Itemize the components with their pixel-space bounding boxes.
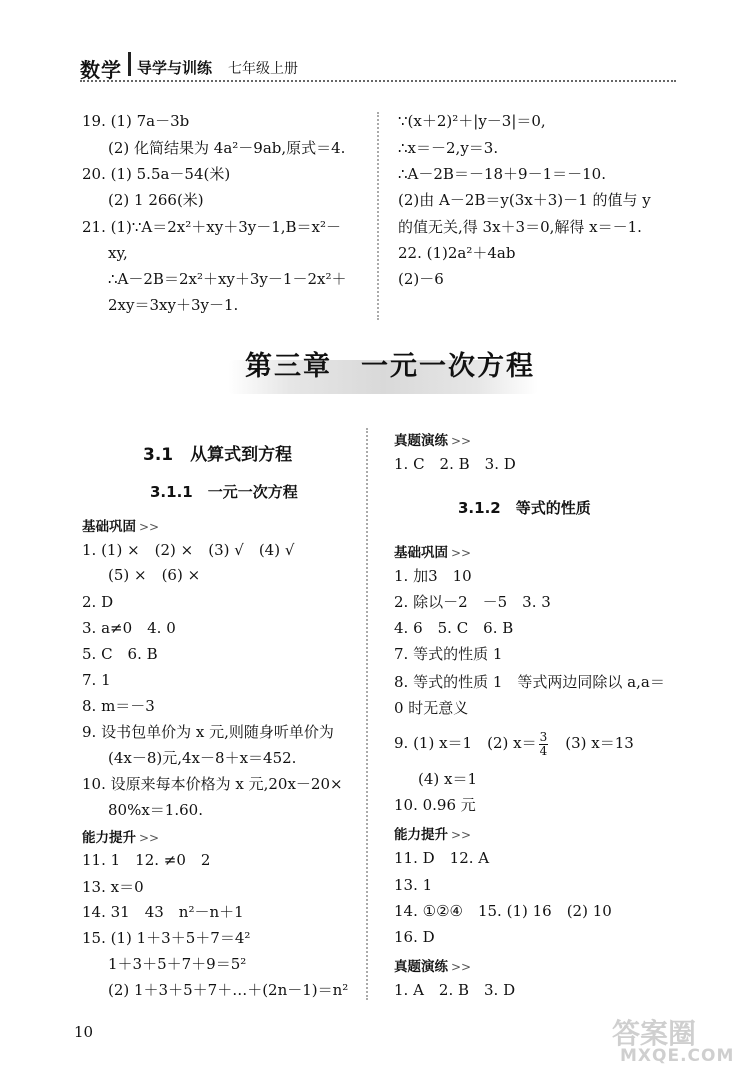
chapter-title: 第三章 一元一次方程 [245, 351, 535, 382]
right-basic-line-7: (4) x＝1 [418, 770, 478, 788]
right-basic-label-text: 基础巩固 [394, 545, 448, 561]
top-column-divider [377, 112, 379, 320]
main-column-divider [366, 428, 368, 1000]
top-left-line-6: xy, [108, 244, 128, 262]
left-basic-line-4: 3. a≠0 4. 0 [82, 619, 176, 637]
header-subject: 数学 [80, 58, 122, 82]
left-ability-label-text: 能力提升 [82, 830, 136, 846]
header-book-title: 导学与训练 [137, 59, 213, 77]
top-left-line-8: 2xy＝3xy＋3y－1. [108, 296, 239, 314]
subsection-title-3-1-2: 3.1.2 等式的性质 [458, 499, 591, 517]
top-left-line-7: ∴A－2B＝2x²＋xy＋3y－1－2x²＋ [108, 270, 347, 288]
right-exam-answers-2: 1. A 2. B 3. D [394, 981, 516, 999]
right-basic-line-8: 10. 0.96 元 [394, 796, 476, 814]
top-right-line-7: (2)－6 [398, 270, 444, 288]
q9-prefix: 9. (1) x＝1 (2) x＝ [394, 734, 537, 752]
top-right-line-3: ∴A－2B＝－18＋9－1＝－10. [398, 165, 606, 183]
left-ability-line-2: 13. x＝0 [82, 878, 144, 896]
right-ability-line-1: 11. D 12. A [394, 849, 490, 867]
right-basic-line-4: 7. 等式的性质 1 [394, 645, 503, 663]
left-basic-line-6: 7. 1 [82, 671, 111, 689]
right-basic-line-1: 1. 加3 10 [394, 567, 472, 585]
chevron-double-right-icon: >> [139, 831, 160, 845]
right-exam-label-1-text: 真题演练 [394, 433, 448, 449]
right-basic-line-6: 0 时无意义 [394, 699, 469, 717]
left-basic-line-5: 5. C 6. B [82, 645, 158, 663]
right-basic-line-5: 8. 等式的性质 1 等式两边同除以 a,a＝ [394, 673, 665, 691]
left-basic-label [82, 515, 159, 535]
right-exam-label-2-text: 真题演练 [394, 959, 448, 975]
fraction-denominator: 4 [539, 743, 548, 758]
left-ability-line-4: 15. (1) 1＋3＋5＋7＝4² [82, 929, 251, 947]
q9-suffix: (3) x＝13 [550, 734, 634, 752]
top-left-line-5: 21. (1)∵A＝2x²＋xy＋3y－1,B＝x²－ [82, 218, 342, 236]
left-basic-line-9: (4x－8)元,4x－8＋x＝452. [108, 749, 297, 767]
left-basic-line-3: 2. D [82, 593, 114, 611]
fraction-numerator: 3 [539, 729, 548, 744]
watermark-logo-text: 答案圈 [612, 1017, 697, 1050]
right-exam-answers-1: 1. C 2. B 3. D [394, 455, 516, 473]
header-dotted-rule [80, 80, 676, 82]
header-grade: 七年级上册 [228, 61, 298, 77]
top-right-line-6: 22. (1)2a²＋4ab [398, 244, 516, 262]
left-basic-line-1: 1. (1) × (2) × (3) √ (4) √ [82, 541, 295, 559]
left-ability-line-5: 1＋3＋5＋7＋9＝5² [108, 955, 247, 973]
right-ability-label-text: 能力提升 [394, 827, 448, 843]
chevron-double-right-icon: >> [451, 828, 472, 842]
left-ability-line-6: (2) 1＋3＋5＋7＋…＋(2n－1)＝n² [108, 981, 349, 999]
top-right-line-2: ∴x＝－2,y＝3. [398, 139, 499, 157]
fraction-three-quarters [539, 731, 549, 758]
left-basic-label-text: 基础巩固 [82, 519, 136, 535]
top-right-line-5: 的值无关,得 3x＋3＝0,解得 x＝－1. [398, 218, 642, 236]
left-basic-line-7: 8. m＝－3 [82, 697, 155, 715]
top-left-line-2: (2) 化简结果为 4a²－9ab,原式＝4. [108, 139, 346, 157]
right-ability-line-3: 14. ①②④ 15. (1) 16 (2) 10 [394, 902, 612, 920]
top-left-line-4: (2) 1 266(米) [108, 191, 204, 209]
right-exam-label-1 [394, 429, 471, 449]
right-basic-line-2: 2. 除以－2 －5 3. 3 [394, 593, 551, 611]
right-basic-q9 [394, 725, 634, 761]
right-basic-label [394, 541, 471, 561]
right-ability-line-4: 16. D [394, 928, 435, 946]
top-right-line-1: ∵(x＋2)²＋|y－3|＝0, [398, 112, 546, 130]
chevron-double-right-icon: >> [451, 960, 472, 974]
right-ability-label [394, 823, 471, 843]
section-title-3-1: 3.1 从算式到方程 [143, 445, 293, 465]
chevron-double-right-icon: >> [451, 546, 472, 560]
page-number: 10 [74, 1023, 94, 1041]
chevron-double-right-icon: >> [451, 434, 472, 448]
left-ability-label [82, 826, 159, 846]
left-basic-line-11: 80%x＝1.60. [108, 801, 203, 819]
left-basic-line-10: 10. 设原来每本价格为 x 元,20x－20× [82, 775, 343, 793]
chevron-double-right-icon: >> [139, 520, 160, 534]
left-basic-line-2: (5) × (6) × [108, 566, 201, 584]
left-basic-line-8: 9. 设书包单价为 x 元,则随身听单价为 [82, 723, 334, 741]
top-right-line-4: (2)由 A－2B＝y(3x＋3)－1 的值与 y [398, 191, 651, 209]
left-ability-line-1: 11. 1 12. ≠0 2 [82, 851, 211, 869]
header-book-badge [128, 52, 131, 76]
left-ability-line-3: 14. 31 43 n²－n＋1 [82, 903, 244, 921]
top-left-line-3: 20. (1) 5.5a－54(米) [82, 165, 231, 183]
right-ability-line-2: 13. 1 [394, 876, 433, 894]
right-exam-label-2 [394, 955, 471, 975]
top-left-line-1: 19. (1) 7a－3b [82, 112, 190, 130]
subsection-title-3-1-1: 3.1.1 一元一次方程 [150, 483, 298, 501]
watermark-url: MXQE.COM [620, 1046, 735, 1066]
right-basic-line-3: 4. 6 5. C 6. B [394, 619, 514, 637]
